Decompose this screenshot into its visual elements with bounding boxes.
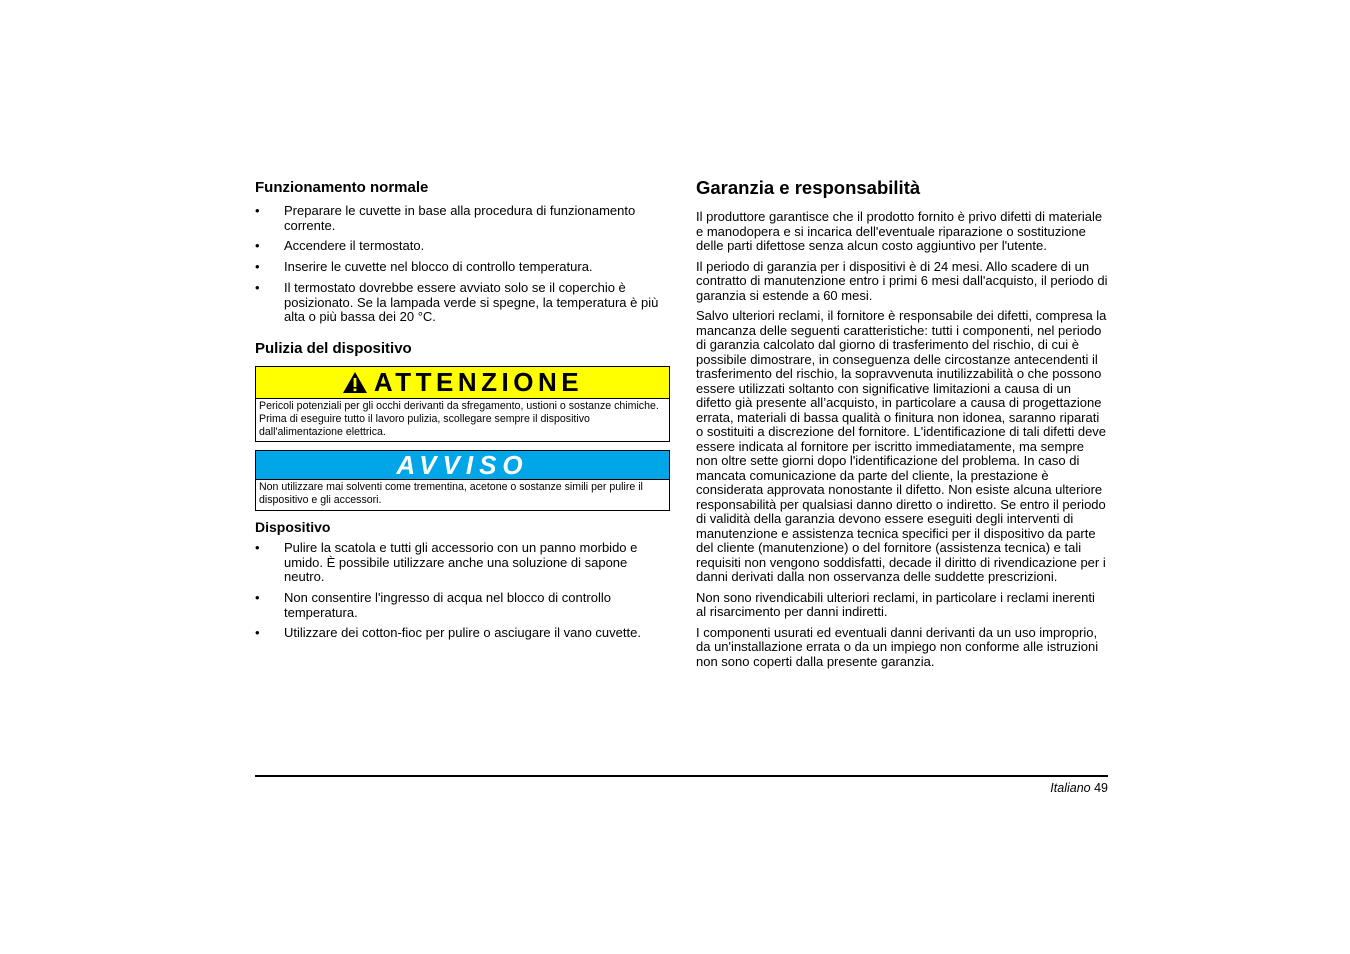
page-number: 49 xyxy=(1094,781,1108,795)
warning-title: ATTENZIONE xyxy=(373,367,584,398)
heading-normal-operation: Funzionamento normale xyxy=(255,179,429,196)
normal-operation-list xyxy=(255,204,670,325)
warning-header xyxy=(256,367,669,399)
list-item: • Preparare le cuvette in base alla procedura di funzionamento corrente. xyxy=(255,203,636,233)
list-item: • Utilizzare dei cotton-fioc per pulire o asciugare il vano cuvette. xyxy=(255,625,641,641)
right-column xyxy=(696,176,1108,669)
warning-triangle-icon xyxy=(342,371,368,394)
list-item: • Inserire le cuvette nel blocco di controllo temperatura. xyxy=(255,259,593,275)
warranty-paragraph: Non sono rivendicabili ulteriori reclami, in particolare i reclami inerenti al risarcimento per danni indiretti. xyxy=(696,589,1095,619)
warranty-paragraph: I componenti usurati ed eventuali danni derivanti da un uso improprio, da un'installazione errata o da un impiego non conforme alle istruzioni non sono coperti dalla presente garanzia. xyxy=(696,624,1099,669)
page-footer xyxy=(1050,780,1108,796)
notice-title: AVVISO xyxy=(396,450,529,481)
notice-header xyxy=(256,451,669,480)
warranty-paragraph: Il produttore garantisce che il prodotto fornito è privo difetti di materiale e manodopera e si incarica dell'eventuale riparazione o sostituzione delle parti difettose senza alcun costo aggiuntivo per l'utente. xyxy=(696,209,1103,253)
heading-warranty: Garanzia e responsabilità xyxy=(696,177,921,198)
heading-device-cleaning: Pulizia del dispositivo xyxy=(255,339,412,357)
list-item: • Accendere il termostato. xyxy=(255,238,425,254)
device-list xyxy=(255,541,670,641)
list-item: • Non consentire l'ingresso di acqua nel blocco di controllo temperatura. xyxy=(255,590,611,620)
warranty-paragraph: Salvo ulteriori reclami, il fornitore è responsabile dei difetti, compresa la mancanza delle seguenti caratteristiche: tutti i componenti, nel periodo di garanzia calcolato dal giorno di trasferimento del rischio, di cui è possibile dimostrare, in conseguenza delle circostanze antecendenti il trasferimento del rischio, la sopravvenuta inutilizzabilità o che possono essere utilizzati soltanto con significative limitazioni a causa di un difetto già presente all’acquisto, in particolare a causa di progettazione errata, materiali di bassa qualità o finitura non idonea, saranno riparati o sostituiti a discrezione del fornitore. L'identificazione di tali difetti deve essere indicata al fornitore per iscritto immediatamente, ma sempre non oltre sette giorni dopo l'identificazione del problema. In caso di mancata comunicazione da parte del cliente, la prestazione è considerata approvata nonostante il difetto. Non esiste alcuna ulteriore responsabilità per qualsiasi danno diretto o indiretto. Se entro il periodo di validità della garanzia devono essere eseguiti degli interventi di manutenzione e assistenza tecnica specifici per il dispositivo da parte del cliente (manutenzione) o del fornitore (assistenza tecnica) e tali requisiti non vengono soddisfatti, decade il diritto di rivendicazione per i danni derivati dalla non osservanza delle suddette prescrizioni. xyxy=(696,308,1107,584)
notice-text: Non utilizzare mai solventi come trementina, acetone o sostanze simili per pulire il dispositivo e gli accessori. xyxy=(259,481,643,507)
heading-device: Dispositivo xyxy=(255,518,331,535)
warning-box xyxy=(255,366,670,442)
notice-box xyxy=(255,450,670,511)
left-column xyxy=(255,178,670,641)
footer-rule xyxy=(255,775,1108,777)
warning-text: Pericoli potenziali per gli occhi derivanti da sfregamento, ustioni o sostanze chimiche. Prima di eseguire tutto il lavoro pulizia, scollegare sempre il dispositivo dall'alimentazione elettrica. xyxy=(259,399,659,438)
footer-language: Italiano xyxy=(1050,781,1091,795)
list-item: • Il termostato dovrebbe essere avviato solo se il coperchio è posizionato. Se la lampada verde si spegne, la temperatura è più alta o più bassa dei 20 °C. xyxy=(255,279,659,325)
warranty-paragraph: Il periodo di garanzia per i dispositivi è di 24 mesi. Allo scadere di un contratto di manutenzione entro i primi 6 mesi dall'acquisto, il periodo di garanzia si estende a 60 mesi. xyxy=(696,258,1108,303)
list-item: • Pulire la scatola e tutti gli accessorio con un panno morbido e umido. È possibile utilizzare anche una soluzione di sapone neutro. xyxy=(255,539,638,585)
